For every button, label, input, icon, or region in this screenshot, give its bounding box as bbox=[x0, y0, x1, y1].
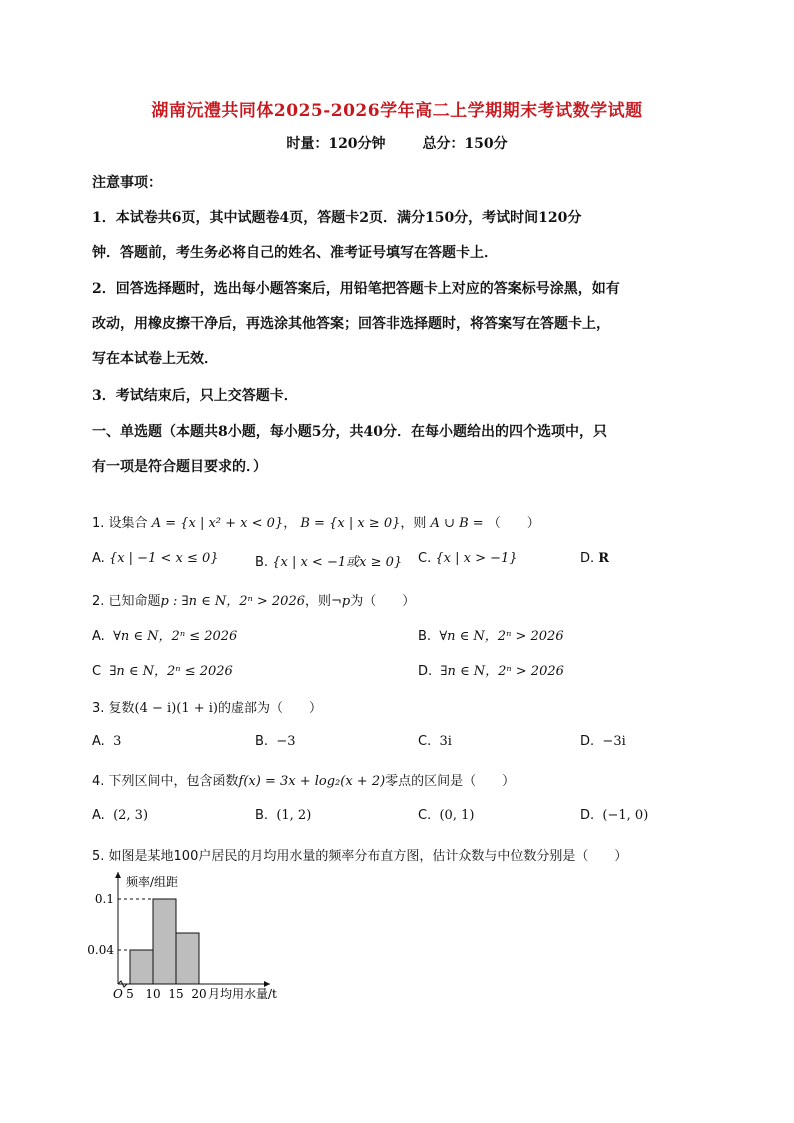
note-3: 3．考试结束后，只上交答题卡． bbox=[92, 388, 298, 404]
set-b-expression: B = {x | x ≥ 0} bbox=[300, 516, 401, 531]
union-expression: A ∪ B = bbox=[430, 516, 484, 531]
question-4-stem: 4. 下列区间中，包含函数f(x) = 3x + log₂(x + 2)零点的区间是（ ） bbox=[92, 774, 516, 789]
histogram-bar-5-10 bbox=[130, 950, 153, 984]
page-title: 湖南沅澧共同体2025-2026学年高二上学期期末考试数学试题 bbox=[151, 101, 643, 121]
question-2-option-a: A. ∀n ∈ N，2ⁿ ≤ 2026 bbox=[92, 629, 238, 644]
x-tick-label-15: 15 bbox=[168, 987, 184, 1001]
histogram-bar-15-20 bbox=[176, 933, 199, 984]
question-2-option-b: B. ∀n ∈ N，2ⁿ > 2026 bbox=[418, 629, 564, 644]
y-tick-labels bbox=[87, 892, 114, 957]
note-2-line-1: 2．回答选择题时，选出每小题答案后，用铅笔把答题卡上对应的答案标号涂黑，如有 bbox=[92, 281, 620, 297]
origin-label: O bbox=[113, 987, 123, 1001]
question-3-option-a: A. 3 bbox=[92, 734, 122, 749]
question-2-option-c: C ∃n ∈ N，2ⁿ ≤ 2026 bbox=[92, 664, 233, 679]
notes-heading: 注意事项： bbox=[92, 175, 162, 191]
set-a-expression: A = {x | x² + x < 0} bbox=[151, 516, 284, 531]
question-1-option-c: C. {x | x > −1} bbox=[418, 551, 518, 566]
x-tick-labels bbox=[126, 987, 206, 1001]
frequency-histogram bbox=[80, 866, 320, 1006]
question-4-option-c: C. (0, 1) bbox=[418, 808, 475, 823]
histogram-bar-10-15 bbox=[153, 899, 176, 984]
section-heading-line-2: 有一项是符合题目要求的．） bbox=[92, 459, 267, 475]
question-4-option-a: A. (2, 3) bbox=[92, 808, 149, 823]
x-tick-label-20: 20 bbox=[191, 987, 207, 1001]
complex-expression: (4 − i)(1 + i) bbox=[134, 701, 219, 716]
note-2-line-3: 写在本试卷上无效． bbox=[92, 351, 218, 367]
negation-p: ¬p bbox=[331, 594, 351, 609]
question-3-option-b: B. −3 bbox=[255, 734, 296, 749]
question-1-stem: 1. 设集合 A = {x | x² + x < 0}， B = {x | x ≥ 0}，则 A ∪ B = （ ） bbox=[92, 516, 540, 531]
question-5-stem: 5. 如图是某地100户居民的月均用水量的频率分布直方图，估计众数与中位数分别是（ ） bbox=[92, 849, 628, 864]
question-3-option-d: D. −3i bbox=[580, 734, 626, 749]
question-1-option-d: D. R bbox=[580, 551, 610, 566]
histogram-bars bbox=[130, 899, 199, 984]
question-2-option-d: D. ∃n ∈ N，2ⁿ > 2026 bbox=[418, 664, 564, 679]
x-axis-label: 月均用水量/t bbox=[208, 987, 277, 1001]
question-3-stem: 3. 复数(4 − i)(1 + i)的虚部为（ ） bbox=[92, 701, 323, 716]
question-1-option-b: B. {x | x < −1或x ≥ 0} bbox=[255, 555, 403, 570]
x-tick-label-10: 10 bbox=[145, 987, 161, 1001]
question-2-stem: 2. 已知命题p : ∃n ∈ N，2ⁿ > 2026，则¬p为（ ） bbox=[92, 594, 416, 609]
function-expression: f(x) = 3x + log₂(x + 2) bbox=[238, 774, 386, 789]
note-1-line-1: 1．本试卷共6页，其中试题卷4页，答题卡2页．满分150分，考试时间120分 bbox=[92, 210, 582, 226]
question-4-option-d: D. (−1, 0) bbox=[580, 808, 649, 823]
question-4-option-b: B. (1, 2) bbox=[255, 808, 312, 823]
exam-info bbox=[0, 133, 794, 153]
time-limit: 时量：120分钟 bbox=[286, 136, 386, 152]
histogram-guide-lines bbox=[118, 899, 153, 950]
y-tick-label-0.1: 0.1 bbox=[94, 892, 114, 906]
section-heading-line-1: 一、单选题（本题共8小题，每小题5分，共40分．在每小题给出的四个选项中，只 bbox=[92, 424, 607, 440]
y-tick-label-0.04: 0.04 bbox=[87, 943, 114, 957]
question-1-option-a: A. {x | −1 < x ≤ 0} bbox=[92, 551, 219, 566]
x-tick-label-5: 5 bbox=[126, 987, 134, 1001]
note-2-line-2: 改动，用橡皮擦干净后，再选涂其他答案；回答非选择题时，将答案写在答题卡上， bbox=[92, 316, 610, 332]
note-1-line-2: 钟．答题前，考生务必将自己的姓名、准考证号填写在答题卡上． bbox=[92, 245, 498, 261]
total-score: 总分：150分 bbox=[422, 136, 508, 152]
proposition-p: p : ∃n ∈ N，2ⁿ > 2026 bbox=[160, 594, 305, 609]
y-axis-label: 频率/组距 bbox=[126, 875, 179, 889]
question-3-option-c: C. 3i bbox=[418, 734, 452, 749]
